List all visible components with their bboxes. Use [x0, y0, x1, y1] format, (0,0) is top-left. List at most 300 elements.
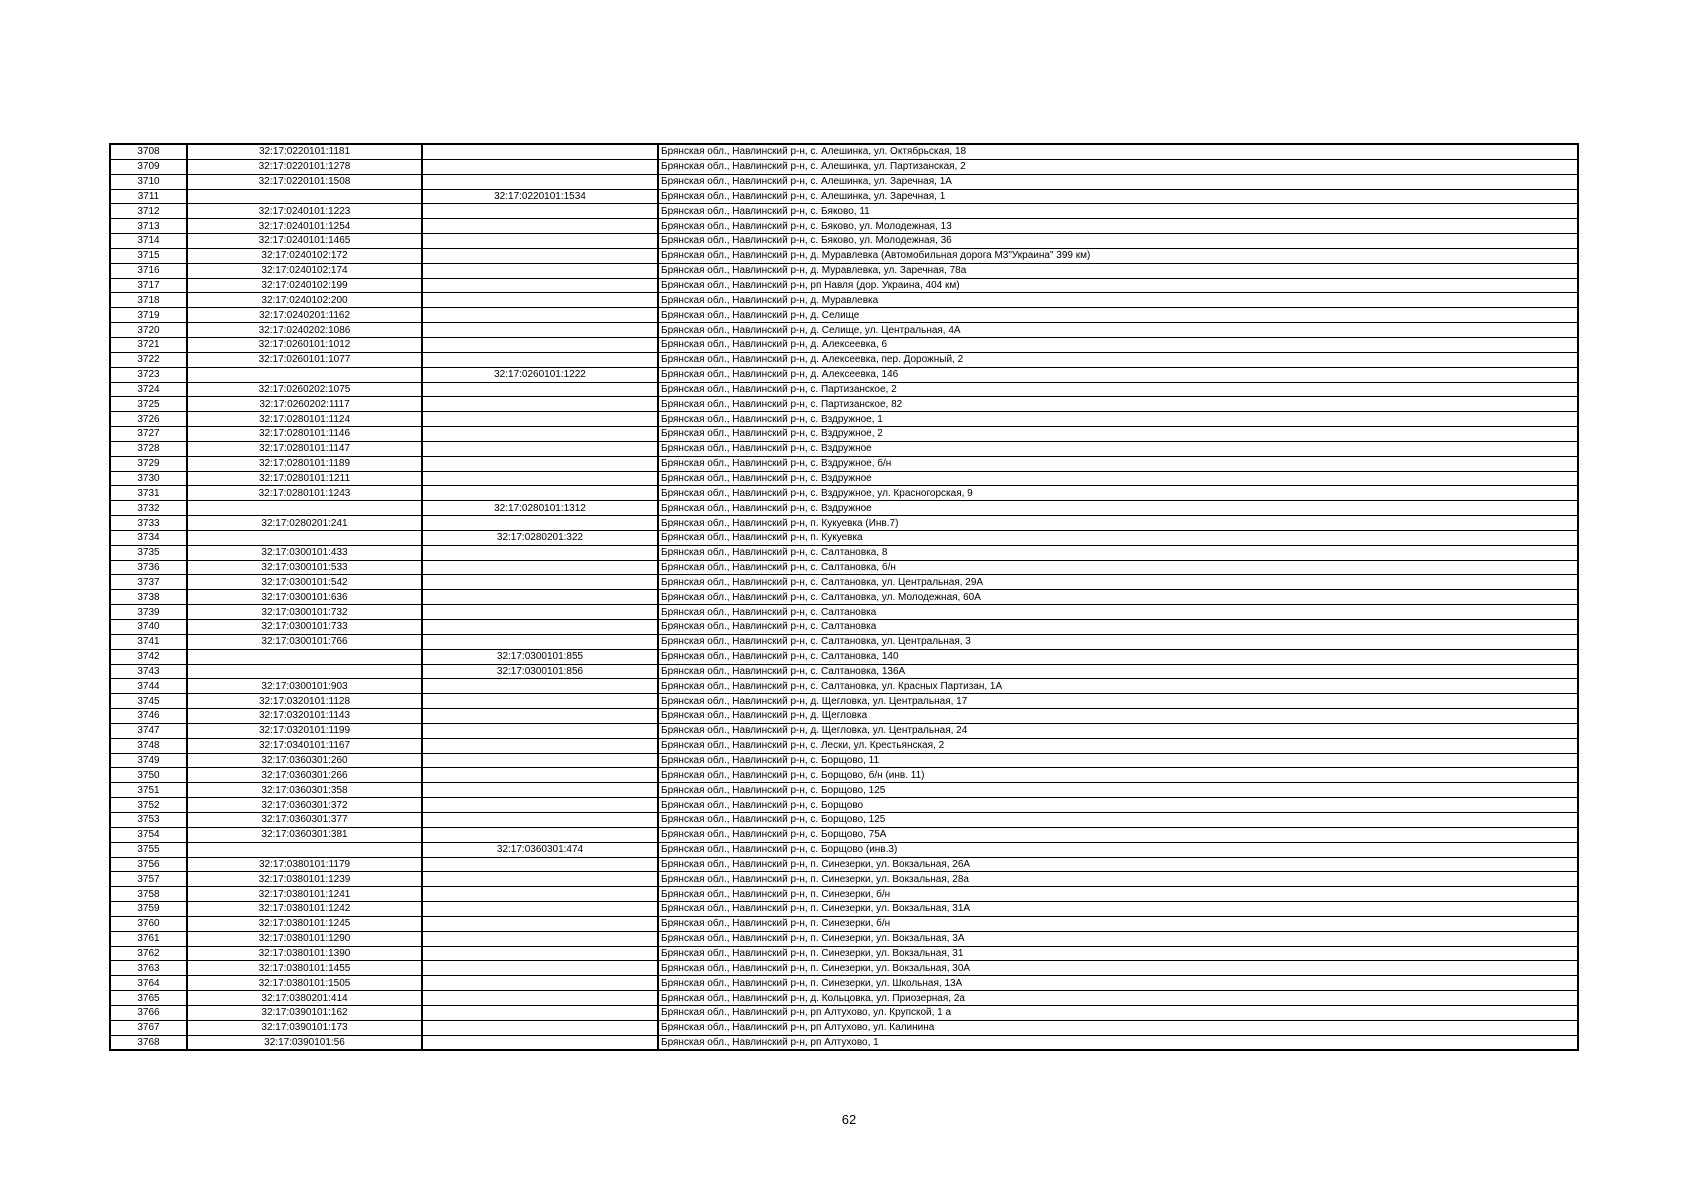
table-row [110, 456, 1578, 471]
cadastral-number-cell: 32:17:0260101:1077 [187, 352, 422, 367]
address-cell: Брянская обл., Навлинский р-н, с. Салтановка, ул. Центральная, 29А [658, 575, 1578, 590]
row-number-cell: 3751 [110, 783, 187, 798]
address-cell: Брянская обл., Навлинский р-н, п. Синезерки, ул. Вокзальная, 30А [658, 961, 1578, 976]
table-row [110, 976, 1578, 991]
address-cell: Брянская обл., Навлинский р-н, с. Бяково, 11 [658, 204, 1578, 219]
cadastral-number-alt-cell [422, 590, 658, 605]
cadastral-number-alt-cell [422, 427, 658, 442]
cadastral-number-alt-cell: 32:17:0360301:474 [422, 842, 658, 857]
row-number-cell: 3742 [110, 649, 187, 664]
cadastral-number-cell: 32:17:0360301:372 [187, 798, 422, 813]
row-number-cell: 3716 [110, 263, 187, 278]
table-row [110, 694, 1578, 709]
row-number-cell: 3728 [110, 441, 187, 456]
cadastral-number-cell: 32:17:0380101:1179 [187, 857, 422, 872]
row-number-cell: 3736 [110, 560, 187, 575]
cadastral-number-alt-cell [422, 827, 658, 842]
cadastral-number-alt-cell [422, 946, 658, 961]
cadastral-number-cell: 32:17:0240101:1465 [187, 234, 422, 249]
cadastral-number-alt-cell [422, 753, 658, 768]
cadastral-number-cell: 32:17:0280101:1211 [187, 471, 422, 486]
table-row [110, 753, 1578, 768]
table-row [110, 709, 1578, 724]
address-cell: Брянская обл., Навлинский р-н, с. Алешинка, ул. Заречная, 1А [658, 174, 1578, 189]
address-cell: Брянская обл., Навлинский р-н, с. Салтановка [658, 605, 1578, 620]
row-number-cell: 3760 [110, 916, 187, 931]
row-number-cell: 3768 [110, 1035, 187, 1050]
cadastral-number-alt-cell [422, 397, 658, 412]
cadastral-number-alt-cell [422, 352, 658, 367]
address-cell: Брянская обл., Навлинский р-н, д. Селище, ул. Центральная, 4А [658, 323, 1578, 338]
address-cell: Брянская обл., Навлинский р-н, с. Вздружное, 1 [658, 412, 1578, 427]
cadastral-number-cell: 32:17:0260202:1075 [187, 382, 422, 397]
address-cell: Брянская обл., Навлинский р-н, с. Вздружное [658, 441, 1578, 456]
row-number-cell: 3735 [110, 545, 187, 560]
cadastral-number-alt-cell [422, 976, 658, 991]
row-number-cell: 3754 [110, 827, 187, 842]
table-row [110, 649, 1578, 664]
address-cell: Брянская обл., Навлинский р-н, с. Борщово, 125 [658, 812, 1578, 827]
cadastral-number-cell: 32:17:0240201:1162 [187, 308, 422, 323]
address-cell: Брянская обл., Навлинский р-н, рп Алтухово, ул. Крупской, 1 а [658, 1005, 1578, 1020]
cadastral-number-cell: 32:17:0300101:433 [187, 545, 422, 560]
cadastral-number-cell: 32:17:0280101:1243 [187, 486, 422, 501]
row-number-cell: 3724 [110, 382, 187, 397]
table-row [110, 783, 1578, 798]
address-cell: Брянская обл., Навлинский р-н, с. Вздружное [658, 471, 1578, 486]
row-number-cell: 3720 [110, 323, 187, 338]
table-row [110, 471, 1578, 486]
cadastral-number-alt-cell [422, 694, 658, 709]
table-row [110, 278, 1578, 293]
table-row [110, 738, 1578, 753]
row-number-cell: 3762 [110, 946, 187, 961]
cadastral-number-cell: 32:17:0380101:1290 [187, 931, 422, 946]
table-row [110, 441, 1578, 456]
cadastral-number-cell: 32:17:0380101:1390 [187, 946, 422, 961]
table-row [110, 1005, 1578, 1020]
cadastral-number-cell: 32:17:0240102:199 [187, 278, 422, 293]
row-number-cell: 3744 [110, 679, 187, 694]
address-cell: Брянская обл., Навлинский р-н, п. Синезерки, б/н [658, 887, 1578, 902]
address-cell: Брянская обл., Навлинский р-н, рп Алтухово, 1 [658, 1035, 1578, 1050]
row-number-cell: 3721 [110, 337, 187, 352]
table-row [110, 234, 1578, 249]
address-cell: Брянская обл., Навлинский р-н, с. Салтановка, ул. Красных Партизан, 1А [658, 679, 1578, 694]
cadastral-number-alt-cell [422, 768, 658, 783]
address-cell: Брянская обл., Навлинский р-н, с. Алешинка, ул. Октябрьская, 18 [658, 144, 1578, 159]
cadastral-number-alt-cell [422, 441, 658, 456]
cadastral-number-cell: 32:17:0360301:358 [187, 783, 422, 798]
cadastral-number-cell: 32:17:0240101:1223 [187, 204, 422, 219]
table-row [110, 916, 1578, 931]
row-number-cell: 3761 [110, 931, 187, 946]
address-cell: Брянская обл., Навлинский р-н, с. Борщово (инв.3) [658, 842, 1578, 857]
table-row [110, 991, 1578, 1006]
address-cell: Брянская обл., Навлинский р-н, д. Алексеевка, 6 [658, 337, 1578, 352]
table-row [110, 887, 1578, 902]
address-cell: Брянская обл., Навлинский р-н, п. Синезерки, ул. Вокзальная, 26А [658, 857, 1578, 872]
cadastral-number-cell: 32:17:0300101:636 [187, 590, 422, 605]
cadastral-number-cell: 32:17:0390101:173 [187, 1020, 422, 1035]
cadastral-number-alt-cell: 32:17:0260101:1222 [422, 367, 658, 382]
table-row [110, 768, 1578, 783]
address-cell: Брянская обл., Навлинский р-н, п. Кукуевка [658, 530, 1578, 545]
cadastral-number-cell: 32:17:0300101:732 [187, 605, 422, 620]
address-cell: Брянская обл., Навлинский р-н, с. Вздружное, 2 [658, 427, 1578, 442]
cadastral-number-cell [187, 501, 422, 516]
cadastral-number-alt-cell [422, 1005, 658, 1020]
row-number-cell: 3713 [110, 219, 187, 234]
address-cell: Брянская обл., Навлинский р-н, д. Алексеевка, 146 [658, 367, 1578, 382]
table-row [110, 961, 1578, 976]
table-row [110, 189, 1578, 204]
cadastral-number-cell [187, 842, 422, 857]
cadastral-number-cell: 32:17:0360301:260 [187, 753, 422, 768]
cadastral-number-alt-cell: 32:17:0300101:856 [422, 664, 658, 679]
cadastral-number-cell: 32:17:0280101:1146 [187, 427, 422, 442]
row-number-cell: 3712 [110, 204, 187, 219]
row-number-cell: 3723 [110, 367, 187, 382]
address-cell: Брянская обл., Навлинский р-н, с. Салтановка, б/н [658, 560, 1578, 575]
address-cell: Брянская обл., Навлинский р-н, д. Алексеевка, пер. Дорожный, 2 [658, 352, 1578, 367]
address-cell: Брянская обл., Навлинский р-н, п. Синезерки, ул. Вокзальная, 3А [658, 931, 1578, 946]
table-row [110, 427, 1578, 442]
cadastral-number-alt-cell [422, 620, 658, 635]
address-cell: Брянская обл., Навлинский р-н, с. Салтановка, 8 [658, 545, 1578, 560]
table-row [110, 857, 1578, 872]
table-row [110, 293, 1578, 308]
table-row [110, 382, 1578, 397]
table-row [110, 367, 1578, 382]
address-cell: Брянская обл., Навлинский р-н, с. Бяково, ул. Молодежная, 13 [658, 219, 1578, 234]
row-number-cell: 3765 [110, 991, 187, 1006]
cadastral-number-cell: 32:17:0320101:1143 [187, 709, 422, 724]
row-number-cell: 3722 [110, 352, 187, 367]
cadastral-number-alt-cell [422, 931, 658, 946]
table-row [110, 620, 1578, 635]
row-number-cell: 3715 [110, 248, 187, 263]
row-number-cell: 3745 [110, 694, 187, 709]
row-number-cell: 3733 [110, 516, 187, 531]
cadastral-number-alt-cell [422, 783, 658, 798]
cadastral-number-cell [187, 664, 422, 679]
address-cell: Брянская обл., Навлинский р-н, с. Вздружное, ул. Красногорская, 9 [658, 486, 1578, 501]
cadastral-number-cell: 32:17:0380101:1455 [187, 961, 422, 976]
cadastral-number-cell: 32:17:0320101:1128 [187, 694, 422, 709]
table-row [110, 516, 1578, 531]
cadastral-number-alt-cell [422, 545, 658, 560]
address-cell: Брянская обл., Навлинский р-н, с. Салтановка, ул. Молодежная, 60А [658, 590, 1578, 605]
cadastral-number-cell: 32:17:0380101:1242 [187, 902, 422, 917]
cadastral-number-cell [187, 530, 422, 545]
address-cell: Брянская обл., Навлинский р-н, п. Синезерки, ул. Школьная, 13А [658, 976, 1578, 991]
row-number-cell: 3718 [110, 293, 187, 308]
cadastral-number-alt-cell: 32:17:0280201:322 [422, 530, 658, 545]
row-number-cell: 3732 [110, 501, 187, 516]
cadastral-number-alt-cell: 32:17:0280101:1312 [422, 501, 658, 516]
table-row [110, 946, 1578, 961]
row-number-cell: 3734 [110, 530, 187, 545]
row-number-cell: 3755 [110, 842, 187, 857]
cadastral-number-cell: 32:17:0280201:241 [187, 516, 422, 531]
address-cell: Брянская обл., Навлинский р-н, с. Борщово [658, 798, 1578, 813]
cadastral-number-alt-cell [422, 902, 658, 917]
table-row [110, 575, 1578, 590]
row-number-cell: 3753 [110, 812, 187, 827]
table-row [110, 872, 1578, 887]
row-number-cell: 3767 [110, 1020, 187, 1035]
address-cell: Брянская обл., Навлинский р-н, с. Борщово, 125 [658, 783, 1578, 798]
table-row [110, 501, 1578, 516]
table-row [110, 679, 1578, 694]
cadastral-number-alt-cell [422, 679, 658, 694]
cadastral-number-alt-cell [422, 323, 658, 338]
cadastral-number-cell: 32:17:0280101:1124 [187, 412, 422, 427]
cadastral-number-cell: 32:17:0380101:1245 [187, 916, 422, 931]
cadastral-number-cell: 32:17:0240102:200 [187, 293, 422, 308]
table-row [110, 308, 1578, 323]
cadastral-number-cell: 32:17:0340101:1167 [187, 738, 422, 753]
table-row [110, 798, 1578, 813]
table-row [110, 412, 1578, 427]
table-row [110, 605, 1578, 620]
cadastral-number-cell: 32:17:0300101:533 [187, 560, 422, 575]
row-number-cell: 3726 [110, 412, 187, 427]
row-number-cell: 3739 [110, 605, 187, 620]
row-number-cell: 3725 [110, 397, 187, 412]
cadastral-number-cell [187, 367, 422, 382]
row-number-cell: 3757 [110, 872, 187, 887]
table-row [110, 634, 1578, 649]
row-number-cell: 3750 [110, 768, 187, 783]
address-cell: Брянская обл., Навлинский р-н, д. Селище [658, 308, 1578, 323]
table-row [110, 827, 1578, 842]
cadastral-number-cell: 32:17:0380101:1505 [187, 976, 422, 991]
cadastral-number-cell: 32:17:0260202:1117 [187, 397, 422, 412]
cadastral-number-alt-cell: 32:17:0220101:1534 [422, 189, 658, 204]
table-row [110, 842, 1578, 857]
table-row [110, 219, 1578, 234]
row-number-cell: 3730 [110, 471, 187, 486]
address-cell: Брянская обл., Навлинский р-н, с. Алешинка, ул. Заречная, 1 [658, 189, 1578, 204]
row-number-cell: 3717 [110, 278, 187, 293]
cadastral-number-alt-cell [422, 308, 658, 323]
cadastral-number-cell: 32:17:0380201:414 [187, 991, 422, 1006]
cadastral-number-alt-cell [422, 456, 658, 471]
table-row [110, 248, 1578, 263]
row-number-cell: 3731 [110, 486, 187, 501]
table-row [110, 204, 1578, 219]
row-number-cell: 3740 [110, 620, 187, 635]
cadastral-number-alt-cell [422, 961, 658, 976]
cadastral-number-cell: 32:17:0360301:381 [187, 827, 422, 842]
cadastral-number-alt-cell [422, 575, 658, 590]
cadastral-number-alt-cell [422, 248, 658, 263]
cadastral-number-cell: 32:17:0220101:1508 [187, 174, 422, 189]
row-number-cell: 3749 [110, 753, 187, 768]
cadastral-number-cell: 32:17:0220101:1181 [187, 144, 422, 159]
address-cell: Брянская обл., Навлинский р-н, д. Муравлевка [658, 293, 1578, 308]
address-cell: Брянская обл., Навлинский р-н, с. Бяково, ул. Молодежная, 36 [658, 234, 1578, 249]
cadastral-number-alt-cell [422, 887, 658, 902]
row-number-cell: 3714 [110, 234, 187, 249]
table-row [110, 337, 1578, 352]
address-cell: Брянская обл., Навлинский р-н, с. Борщово, 75А [658, 827, 1578, 842]
cadastral-number-alt-cell: 32:17:0300101:855 [422, 649, 658, 664]
address-cell: Брянская обл., Навлинский р-н, д. Щегловка, ул. Центральная, 24 [658, 723, 1578, 738]
row-number-cell: 3738 [110, 590, 187, 605]
table-row [110, 545, 1578, 560]
address-cell: Брянская обл., Навлинский р-н, рп Алтухово, ул. Калинина [658, 1020, 1578, 1035]
address-cell: Брянская обл., Навлинский р-н, п. Синезерки, б/н [658, 916, 1578, 931]
cadastral-number-alt-cell [422, 204, 658, 219]
address-cell: Брянская обл., Навлинский р-н, с. Салтановка, ул. Центральная, 3 [658, 634, 1578, 649]
address-cell: Брянская обл., Навлинский р-н, с. Лески, ул. Крестьянская, 2 [658, 738, 1578, 753]
address-cell: Брянская обл., Навлинский р-н, п. Синезерки, ул. Вокзальная, 28а [658, 872, 1578, 887]
table-row [110, 723, 1578, 738]
row-number-cell: 3759 [110, 902, 187, 917]
cadastral-number-alt-cell [422, 471, 658, 486]
cadastral-number-alt-cell [422, 738, 658, 753]
cadastral-number-alt-cell [422, 337, 658, 352]
table-row [110, 530, 1578, 545]
cadastral-number-alt-cell [422, 605, 658, 620]
table-row [110, 263, 1578, 278]
address-cell: Брянская обл., Навлинский р-н, с. Салтановка [658, 620, 1578, 635]
cadastral-number-cell: 32:17:0240102:172 [187, 248, 422, 263]
cadastral-number-alt-cell [422, 174, 658, 189]
table-row [110, 931, 1578, 946]
table-row [110, 352, 1578, 367]
cadastral-number-alt-cell [422, 723, 658, 738]
row-number-cell: 3747 [110, 723, 187, 738]
cadastral-number-alt-cell [422, 709, 658, 724]
cadastral-number-alt-cell [422, 1020, 658, 1035]
cadastral-number-alt-cell [422, 412, 658, 427]
cadastral-number-cell: 32:17:0300101:542 [187, 575, 422, 590]
address-cell: Брянская обл., Навлинский р-н, с. Борщово, 11 [658, 753, 1578, 768]
cadastral-number-cell: 32:17:0300101:766 [187, 634, 422, 649]
address-cell: Брянская обл., Навлинский р-н, п. Кукуевка (Инв.7) [658, 516, 1578, 531]
registry-table [109, 143, 1579, 1051]
row-number-cell: 3727 [110, 427, 187, 442]
address-cell: Брянская обл., Навлинский р-н, с. Алешинка, ул. Партизанская, 2 [658, 159, 1578, 174]
row-number-cell: 3737 [110, 575, 187, 590]
cadastral-number-alt-cell [422, 1035, 658, 1050]
row-number-cell: 3741 [110, 634, 187, 649]
cadastral-number-cell: 32:17:0380101:1239 [187, 872, 422, 887]
address-cell: Брянская обл., Навлинский р-н, с. Салтановка, 136А [658, 664, 1578, 679]
cadastral-number-cell: 32:17:0220101:1278 [187, 159, 422, 174]
cadastral-number-cell: 32:17:0240102:174 [187, 263, 422, 278]
row-number-cell: 3729 [110, 456, 187, 471]
row-number-cell: 3752 [110, 798, 187, 813]
row-number-cell: 3743 [110, 664, 187, 679]
cadastral-number-cell: 32:17:0300101:733 [187, 620, 422, 635]
address-cell: Брянская обл., Навлинский р-н, п. Синезерки, ул. Вокзальная, 31А [658, 902, 1578, 917]
cadastral-number-alt-cell [422, 857, 658, 872]
cadastral-number-alt-cell [422, 382, 658, 397]
table-row [110, 323, 1578, 338]
cadastral-number-alt-cell [422, 234, 658, 249]
cadastral-number-cell: 32:17:0240101:1254 [187, 219, 422, 234]
cadastral-number-alt-cell [422, 634, 658, 649]
table-row [110, 560, 1578, 575]
cadastral-number-cell: 32:17:0360301:266 [187, 768, 422, 783]
address-cell: Брянская обл., Навлинский р-н, с. Вздружное, б/н [658, 456, 1578, 471]
registry-table-body [110, 144, 1578, 1050]
table-row [110, 397, 1578, 412]
address-cell: Брянская обл., Навлинский р-н, д. Муравлевка, ул. Заречная, 78а [658, 263, 1578, 278]
table-row [110, 590, 1578, 605]
cadastral-number-alt-cell [422, 916, 658, 931]
table-row [110, 144, 1578, 159]
cadastral-number-cell [187, 649, 422, 664]
cadastral-number-alt-cell [422, 560, 658, 575]
table-row [110, 1020, 1578, 1035]
cadastral-number-cell: 32:17:0390101:56 [187, 1035, 422, 1050]
cadastral-number-alt-cell [422, 798, 658, 813]
address-cell: Брянская обл., Навлинский р-н, с. Борщово, б/н (инв. 11) [658, 768, 1578, 783]
cadastral-number-cell: 32:17:0280101:1189 [187, 456, 422, 471]
cadastral-number-alt-cell [422, 144, 658, 159]
table-row [110, 486, 1578, 501]
row-number-cell: 3756 [110, 857, 187, 872]
cadastral-number-cell: 32:17:0240202:1086 [187, 323, 422, 338]
row-number-cell: 3763 [110, 961, 187, 976]
table-row [110, 1035, 1578, 1050]
row-number-cell: 3708 [110, 144, 187, 159]
row-number-cell: 3748 [110, 738, 187, 753]
row-number-cell: 3758 [110, 887, 187, 902]
cadastral-number-cell: 32:17:0300101:903 [187, 679, 422, 694]
row-number-cell: 3746 [110, 709, 187, 724]
row-number-cell: 3764 [110, 976, 187, 991]
address-cell: Брянская обл., Навлинский р-н, с. Вздружное [658, 501, 1578, 516]
cadastral-number-alt-cell [422, 278, 658, 293]
cadastral-number-alt-cell [422, 486, 658, 501]
cadastral-number-alt-cell [422, 516, 658, 531]
table-row [110, 174, 1578, 189]
cadastral-number-cell: 32:17:0390101:162 [187, 1005, 422, 1020]
cadastral-number-alt-cell [422, 812, 658, 827]
cadastral-number-alt-cell [422, 872, 658, 887]
cadastral-number-cell: 32:17:0380101:1241 [187, 887, 422, 902]
cadastral-number-cell [187, 189, 422, 204]
cadastral-number-alt-cell [422, 263, 658, 278]
address-cell: Брянская обл., Навлинский р-н, с. Партизанское, 82 [658, 397, 1578, 412]
address-cell: Брянская обл., Навлинский р-н, д. Щегловка [658, 709, 1578, 724]
row-number-cell: 3719 [110, 308, 187, 323]
row-number-cell: 3709 [110, 159, 187, 174]
cadastral-number-cell: 32:17:0320101:1199 [187, 723, 422, 738]
address-cell: Брянская обл., Навлинский р-н, с. Партизанское, 2 [658, 382, 1578, 397]
table-row [110, 664, 1578, 679]
table-row [110, 159, 1578, 174]
address-cell: Брянская обл., Навлинский р-н, п. Синезерки, ул. Вокзальная, 31 [658, 946, 1578, 961]
cadastral-number-cell: 32:17:0280101:1147 [187, 441, 422, 456]
address-cell: Брянская обл., Навлинский р-н, рп Навля (дор. Украина, 404 км) [658, 278, 1578, 293]
cadastral-number-alt-cell [422, 293, 658, 308]
address-cell: Брянская обл., Навлинский р-н, д. Щегловка, ул. Центральная, 17 [658, 694, 1578, 709]
row-number-cell: 3711 [110, 189, 187, 204]
table-row [110, 902, 1578, 917]
cadastral-number-alt-cell [422, 991, 658, 1006]
cadastral-number-cell: 32:17:0360301:377 [187, 812, 422, 827]
address-cell: Брянская обл., Навлинский р-н, д. Муравлевка (Автомобильная дорога М3"Украина" 399 км) [658, 248, 1578, 263]
table-row [110, 812, 1578, 827]
